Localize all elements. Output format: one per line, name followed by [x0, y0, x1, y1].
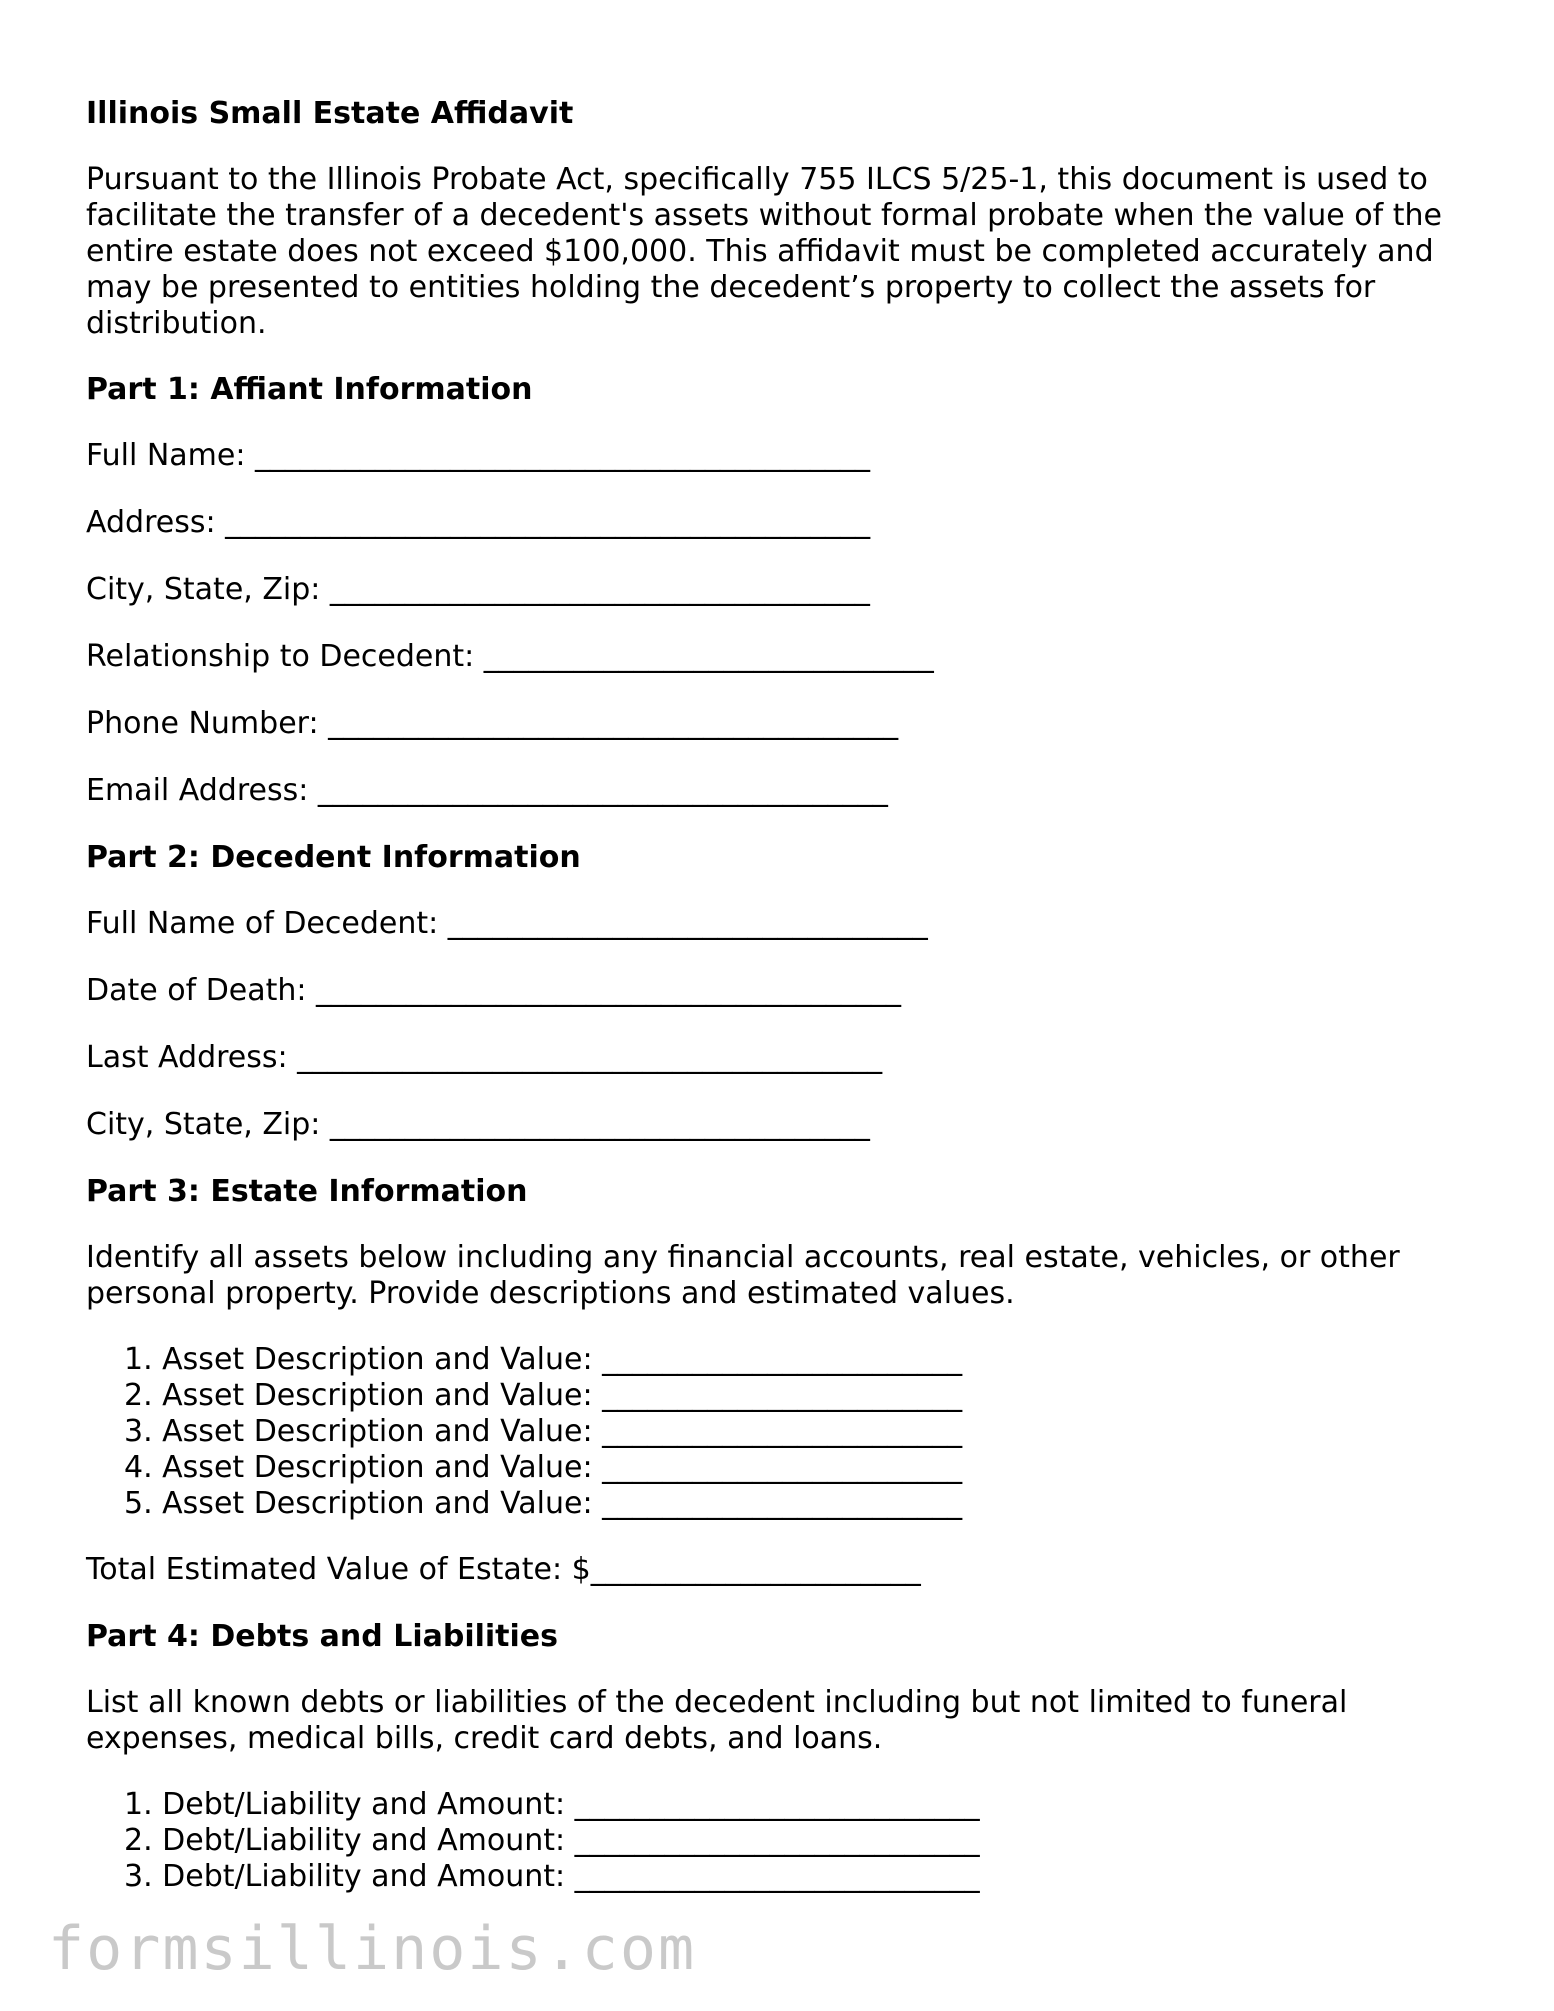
debt-item: 1. Debt/Liability and Amount: ___________________________: [124, 1787, 980, 1822]
debt-item: 3. Debt/Liability and Amount: ___________________________: [124, 1859, 980, 1894]
part1-heading: Part 1: Affiant Information: [86, 372, 533, 407]
affiant-email-field: Email Address: ______________________________________: [86, 773, 888, 808]
asset-item: 4. Asset Description and Value: ________________________: [124, 1450, 963, 1485]
total-estate-value-field: Total Estimated Value of Estate: $______________________: [86, 1552, 921, 1587]
affiant-full-name-field: Full Name: _________________________________________: [86, 438, 870, 473]
part4-heading: Part 4: Debts and Liabilities: [86, 1619, 559, 1654]
affiant-city-state-zip-field: City, State, Zip: ____________________________________: [86, 572, 870, 607]
affiant-relationship-field: Relationship to Decedent: ______________________________: [86, 639, 934, 674]
decedent-full-name-field: Full Name of Decedent: ________________________________: [86, 906, 928, 941]
affiant-phone-field: Phone Number: ______________________________________: [86, 706, 899, 741]
part4-instructions: List all known debts or liabilities of the decedent including but not limited to funeral expenses, medical bills, credit card debts, and loans.: [86, 1685, 1348, 1756]
debt-list: [86, 1787, 1486, 1895]
intro-paragraph: Pursuant to the Illinois Probate Act, specifically 755 ILCS 5/25-1, this document is used to facilitate the transfer of a decedent's assets without formal probate when the value of the entire estate does not exceed $100,000. This affidavit must be completed accurately and may be presented to entities holding the decedent’s property to collect the assets for distribution.: [86, 162, 1442, 341]
asset-item: 1. Asset Description and Value: ________________________: [124, 1342, 963, 1377]
asset-item: 5. Asset Description and Value: ________________________: [124, 1486, 963, 1521]
part2-heading: Part 2: Decedent Information: [86, 840, 581, 875]
part3-heading: Part 3: Estate Information: [86, 1174, 528, 1209]
asset-item: 2. Asset Description and Value: ________________________: [124, 1378, 963, 1413]
document-title: Illinois Small Estate Affidavit: [86, 96, 574, 131]
decedent-last-address-field: Last Address: _______________________________________: [86, 1040, 883, 1075]
asset-item: 3. Asset Description and Value: ________________________: [124, 1414, 963, 1449]
asset-list: [86, 1342, 1486, 1522]
decedent-date-of-death-field: Date of Death: _______________________________________: [86, 973, 902, 1008]
site-watermark: formsillinois.com: [48, 1914, 697, 1984]
affidavit-page: [86, 96, 1486, 1925]
decedent-city-state-zip-field: City, State, Zip: ____________________________________: [86, 1107, 870, 1142]
affiant-address-field: Address: ___________________________________________: [86, 505, 871, 540]
debt-item: 2. Debt/Liability and Amount: ___________________________: [124, 1823, 980, 1858]
part3-instructions: Identify all assets below including any financial accounts, real estate, vehicles, or other personal property. Provide descriptions and estimated values.: [86, 1240, 1400, 1311]
